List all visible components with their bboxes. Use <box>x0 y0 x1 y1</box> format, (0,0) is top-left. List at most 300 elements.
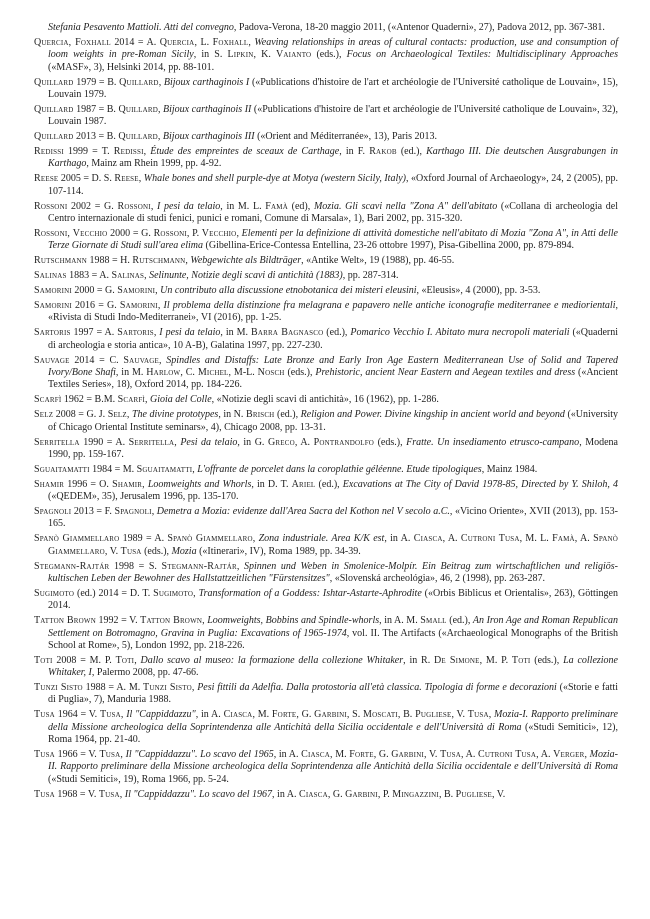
author-name: Garbini <box>391 748 424 760</box>
citation-text: , <box>158 76 164 88</box>
bib-entry-sguaitamatti <box>34 464 618 476</box>
title-text: Stefania Pesavento Mattioli. Atti del convegno <box>48 22 234 33</box>
citation-text: («Itinerari», IV), Roma 1989, pp. 34-39. <box>196 545 361 557</box>
bib-entry-quillard2013 <box>34 131 618 143</box>
title-text: Demetra a Mozia: evidenze dall'Area Sacra del Kothon nel V secolo a.C. <box>156 506 450 518</box>
author-name: Rutschmann <box>132 255 186 267</box>
author-name: Rossoni <box>34 200 68 212</box>
title-text: Webgewichte als Bildträger <box>190 255 302 267</box>
citation-text: , <box>192 463 198 475</box>
bib-entry-quercia <box>34 37 618 74</box>
author-name: Michel <box>197 367 229 379</box>
author-name: Famà <box>552 533 575 545</box>
citation-text: («Ancient Textiles Series», 18), Oxford 2014, pp. 184-226. <box>48 367 618 391</box>
title-text: Un contributo alla discussione etnobotanica dei misteri eleusini <box>160 285 417 297</box>
citation-text: , <box>236 227 242 239</box>
citation-text: 1990 = A. <box>79 436 129 448</box>
citation-text: , in S. <box>193 49 228 61</box>
author-name: Pugliese <box>415 709 452 721</box>
citation-text: , <box>174 436 181 448</box>
citation-text: , <box>236 560 244 572</box>
title-text: I pesi da telaio <box>157 200 221 212</box>
citation-text: («Collana di archeologia del Centro internazionale di studi fenici, punici e romani, Comune di Marsala», 1), Bari 2002, pp. 315-320. <box>48 200 618 224</box>
citation-text: , Modena 1990, pp. 159-167. <box>48 436 618 460</box>
citation-text: , <box>144 270 150 282</box>
citation-text: (eds.), <box>141 545 172 557</box>
title-text: Mozia <box>171 545 197 557</box>
citation-text: , C. <box>180 367 198 379</box>
citation-text: 1998 = S. <box>109 560 162 572</box>
bib-entry-tusa1966 <box>34 749 618 786</box>
title-text: The divine prototypes <box>131 409 219 421</box>
author-name: Tusa <box>34 788 55 800</box>
author-name: Scarfì <box>117 394 145 406</box>
author-name: De Simone <box>434 654 480 666</box>
citation-text: , in G. <box>237 436 268 448</box>
citation-text: , V. <box>423 748 441 760</box>
title-text: Spinnen und Weben in Smolenice-Molpír. Ein Beitrag zum wirtschaftlichen und religiös-kultischen Leben der Bewohner des Hallstattzeitlichen "Fürstensitzes" <box>48 560 619 584</box>
author-name: Quercia, Foxhall <box>34 36 111 48</box>
title-text: An Iron Age and Roman Republican Settlement on Botromagno, Gravina in Puglia: Excavations of 1965-1974 <box>48 615 618 639</box>
author-name: Small <box>420 615 447 627</box>
citation-text: , S. <box>346 709 364 721</box>
author-name: Rossoni <box>153 227 187 239</box>
citation-text: , <box>153 327 160 339</box>
citation-text: («Quaderni di archeologia e storia antica», 10 A-B), Galatina 1997, pp. 227-230. <box>48 327 619 351</box>
citation-text: («Orient and Méditerranée», 13), Paris 2013. <box>254 131 438 143</box>
citation-text: , B. <box>438 788 456 800</box>
author-name: Sartoris <box>117 327 154 339</box>
citation-text: , Palermo 2008, pp. 47-66. <box>91 667 199 679</box>
title-text: Transformation of a Goddess: Ishtar-Astarte-Aphrodite <box>198 587 422 599</box>
citation-text: , in N. <box>218 409 246 421</box>
bib-entry-quillard1987 <box>34 104 618 129</box>
citation-text: 2008 = G. J. <box>53 409 108 421</box>
title-text: I pesi da telaio <box>159 327 221 339</box>
citation-text: , in A. <box>273 748 302 760</box>
citation-text: 1988 = A. M. <box>82 682 144 694</box>
author-name: Selz <box>107 409 127 421</box>
citation-text: («QEDEM», 35), Jerusalem 1996, pp. 135-170. <box>48 491 239 503</box>
author-name: Sugimoto <box>153 587 194 599</box>
author-name: Ciasca <box>413 533 443 545</box>
title-text: Elementi per la definizione di attività domestiche nell'abitato di Mozia "Zona A", in Atti delle Terze Giornate di Studi sull'area elima <box>48 227 618 252</box>
title-text: Religion and Power. Divine kingship in ancient world and beyond <box>300 409 565 421</box>
title-text: Gioia del Colle <box>149 394 212 406</box>
bib-entry-serritella <box>34 437 618 462</box>
citation-text: , A. <box>442 533 461 545</box>
title-text: Il "Cappiddazzu". Lo scavo del 1967 <box>124 788 273 800</box>
bib-entry-scarfi <box>34 394 618 406</box>
bib-entry-tusa1964 <box>34 709 618 746</box>
author-name: Vecchio <box>201 227 237 239</box>
citation-text: , Mainz am Rhein 1999, pp. 4-92. <box>86 158 222 170</box>
citation-text: 2008 = M. P. <box>52 654 116 666</box>
title-text: Mozia-I. Rapporto preliminare della Missione archeologica della Soprintendenza alle Antichità della Sicilia occidentale e dell'Università di Roma <box>48 709 618 733</box>
citation-text: , <box>144 394 150 406</box>
author-name: Rossoni, Vecchio <box>34 227 108 239</box>
citation-text: , «Vicino Oriente», XVII (2013), pp. 153-165. <box>48 506 618 530</box>
author-name: Nosch <box>257 367 285 379</box>
citation-text: (eds.), <box>530 654 564 666</box>
bib-entry-spano <box>34 533 618 558</box>
title-text: Focus on Archaeological Textiles: Multidisciplinary Approaches <box>346 49 618 61</box>
bib-entry-sartoris <box>34 327 618 352</box>
citation-text: («Storie e fatti di Puglia», 7), Manduria 1988. <box>48 682 618 706</box>
citation-text: , in A. <box>195 709 224 721</box>
citation-text: 2000 = G. <box>71 285 118 297</box>
bib-entry-reese <box>34 173 618 198</box>
title-text: Fratte. Un insediamento etrusco-campano <box>406 436 580 448</box>
author-name: Redissi <box>113 146 144 158</box>
citation-text: , <box>150 200 157 212</box>
citation-text: 1984 = M. <box>89 463 137 475</box>
author-name: Sguaitamatti <box>34 463 90 475</box>
citation-text: , <box>584 748 590 760</box>
bib-entry-quillard1979 <box>34 77 618 102</box>
title-text: Étude des empreintes de sceaux de Carthage <box>150 146 340 158</box>
author-name: Tunzi Sisto <box>143 682 192 694</box>
author-name: Foxhall <box>212 36 249 48</box>
citation-text: («University of Chicago Oriental Institute seminars», 4), Chicago 2008, pp. 13-31. <box>48 409 619 433</box>
citation-text: (ed.), <box>274 409 301 421</box>
title-text: Il "Cappiddazzu". Lo scavo del 1965 <box>125 748 274 760</box>
title-text: Karthago III. Die deutschen Ausgrabungen in Karthago <box>48 146 619 170</box>
citation-text: , in F. <box>339 146 370 158</box>
citation-text: , A. <box>461 748 478 760</box>
author-name: Quillard <box>34 103 74 115</box>
author-name: Sugimoto <box>34 587 75 599</box>
author-name: Verger <box>553 748 585 760</box>
author-name: Tusa <box>99 748 121 760</box>
citation-text: (eds.), <box>284 367 316 379</box>
title-text: Pesi da telaio <box>180 436 238 448</box>
author-name: Spanò Giammellaro <box>48 533 619 557</box>
citation-text: , V. <box>451 709 468 721</box>
author-name: Quillard <box>118 131 158 143</box>
bib-entry-pesavento <box>34 22 618 34</box>
author-name: Quillard <box>119 76 159 88</box>
author-name: Tusa <box>98 788 120 800</box>
citation-text: («Publications d'histoire de l'art et archéologie de l'Université catholique de Louvain», 32), Louvain 1987. <box>48 103 619 128</box>
citation-text: , «Rivista di Studi Indo-Mediterranei», VI (2016), pp. 1-25. <box>48 300 618 324</box>
author-name: Samorini <box>119 300 158 312</box>
author-name: Spagnoli <box>114 506 152 518</box>
citation-text: , V. <box>491 788 506 800</box>
citation-text: , <box>252 533 259 545</box>
citation-text: 1996 = O. <box>64 478 113 490</box>
title-text: Mozia. Gli scavi nella "Zona A" dell'abitato <box>313 200 498 212</box>
citation-text: , B. <box>397 709 416 721</box>
citation-text: (ed.), <box>315 478 343 490</box>
title-text: Excavations at The City of David 1978-85, Directed by Y. Shiloh, 4 <box>342 478 619 490</box>
bib-entry-tatton <box>34 615 618 652</box>
title-text: Bijoux carthaginois II <box>163 103 252 115</box>
citation-text: 1966 = V. <box>54 748 100 760</box>
author-name: Ciasca <box>223 709 253 721</box>
bib-entry-rossoni2002 <box>34 201 618 226</box>
citation-text: , G. <box>296 709 315 721</box>
author-name: Tusa <box>467 709 489 721</box>
citation-text: , <box>138 173 144 185</box>
citation-text: , M. <box>252 709 272 721</box>
citation-text: , Mainz 1984. <box>481 463 538 475</box>
bib-entry-tusa1968 <box>34 789 618 801</box>
title-text: Spindles and Distaffs: Late Bronze and Early Iron Age Eastern Mediterranean Use of Solid and Tapered Ivory/Bone Shafi <box>48 354 619 379</box>
author-name: Cutroni Tusa <box>478 748 537 760</box>
citation-text: , P. <box>377 788 393 800</box>
citation-text: 1997 = A. <box>70 327 118 339</box>
author-name: Harlow <box>146 367 181 379</box>
title-text: Bijoux carthaginois III <box>162 131 255 143</box>
citation-text: (ed.), <box>446 615 473 627</box>
title-text: L'offrante de porcelet dans la coroplathie géléenne. Etude tipologiques <box>197 463 482 475</box>
citation-text: , vol. II. The Artifacts («Archaeological Monographs of the British School at Rome», 5), London 1992, pp. 218-226. <box>48 627 618 651</box>
citation-text: , <box>159 354 167 366</box>
author-name: Forte <box>349 748 374 760</box>
title-text: Il "Cappiddazzu" <box>126 709 196 721</box>
citation-text: (eds.), <box>311 49 347 61</box>
citation-text: 1964 = V. <box>54 709 100 721</box>
citation-text: , <box>143 146 151 158</box>
title-text: Prehistoric, ancient Near Eastern and Aegean textiles and dress <box>315 367 576 379</box>
bib-entry-selz <box>34 409 618 434</box>
citation-text: 2016 = G. <box>71 300 120 312</box>
citation-text: (ed.), <box>323 327 351 339</box>
author-name: Garbini <box>314 709 347 721</box>
author-name: Sauvage <box>123 354 160 366</box>
author-name: Tatton Brown <box>140 615 203 627</box>
author-name: Sauvage <box>34 354 70 366</box>
title-text: Dallo scavo al museo: la formazione della collezione Whitaker <box>140 654 404 666</box>
citation-text: , M. P. <box>479 654 512 666</box>
author-name: Ciasca <box>301 748 331 760</box>
citation-text: , in A. <box>384 533 414 545</box>
title-text: Selinunte, Notizie degli scavi di antichità (1883) <box>149 270 343 282</box>
author-name: Redissi <box>34 146 64 158</box>
citation-text: , pp. 287-314. <box>342 270 399 282</box>
citation-text: 1979 = B. <box>73 76 120 88</box>
citation-text: , «Antike Welt», 19 (1988), pp. 46-55. <box>301 255 455 267</box>
citation-text: , in A. <box>272 788 299 800</box>
author-name: Cutroni Tusa <box>460 533 520 545</box>
citation-text: , «Slovenská archeológia», 46, 2 (1998), pp. 263-287. <box>329 573 545 584</box>
author-name: Stegmann-Rajtár <box>34 560 110 572</box>
author-name: Quercia <box>159 36 195 48</box>
citation-text: , in M. <box>220 327 251 339</box>
bib-entry-toti <box>34 655 618 680</box>
author-name: Greco <box>267 436 295 448</box>
title-text: Whale bones and shell purple-dye at Motya (western Sicily, Italy) <box>143 173 407 185</box>
author-name: Serritella <box>128 436 175 448</box>
author-name: Rakob <box>369 146 397 158</box>
author-name: Tusa <box>99 709 121 721</box>
citation-text: , <box>119 788 125 800</box>
citation-text: , M. L. <box>519 533 553 545</box>
bib-entry-stegmann <box>34 561 618 586</box>
author-name: Quillard <box>34 76 74 88</box>
author-name: Pugliese <box>455 788 492 800</box>
author-name: Forte <box>271 709 297 721</box>
author-name: Serritella <box>34 436 80 448</box>
author-name: Toti <box>115 654 135 666</box>
bib-entry-samorini2000 <box>34 285 618 297</box>
citation-text: («Orbis Biblicus et Orientalis», 263), Göttingen 2014. <box>48 587 618 612</box>
author-name: Quillard <box>34 131 74 143</box>
title-text: Weaving relationships in areas of cultural contacts: production, use and consumption of loom weights in pre-Roman Sicily <box>48 36 619 61</box>
author-name: Moscati <box>363 709 398 721</box>
citation-text: , <box>157 300 164 312</box>
author-name: Salinas <box>111 270 145 282</box>
citation-text: , Padova-Verona, 18-20 maggio 2011, («Antenor Quaderni», 27), Padova 2012, pp. 367-381. <box>233 22 605 33</box>
author-name: Selz <box>34 409 54 421</box>
author-name: Spanò Giammellaro <box>167 533 253 545</box>
author-name: Stegmann-Rajtár <box>161 560 237 572</box>
citation-text: , <box>120 748 126 760</box>
citation-text: , <box>157 131 163 143</box>
bib-entry-sauvage <box>34 355 618 392</box>
citation-text: (ed.), <box>396 146 427 158</box>
citation-text: , M-L. <box>228 367 258 379</box>
citation-text: , in R. <box>403 654 435 666</box>
citation-text: (eds.), <box>374 436 407 448</box>
author-name: Samorini <box>117 285 156 297</box>
author-name: Spagnoli <box>34 506 72 518</box>
citation-text: , in A. M. <box>379 615 421 627</box>
citation-text: 2000 = G. <box>107 227 154 239</box>
author-name: Brisch <box>245 409 275 421</box>
citation-text: , in M. L. <box>220 200 266 212</box>
author-name: Rutschmann <box>34 255 88 267</box>
citation-text: , L. <box>194 36 213 48</box>
citation-text: («MASF», 3), Helsinki 2014, pp. 88-101. <box>48 61 215 73</box>
author-name: Tusa <box>34 748 55 760</box>
author-name: Ciasca <box>299 788 328 800</box>
citation-text: , A. <box>294 436 314 448</box>
citation-text: , <box>191 682 198 694</box>
citation-text: 2014 = C. <box>69 354 124 366</box>
title-text: Mozia-II. Rapporto preliminare della Missione archeologica della Soprintendenza alle Antichità della Sicilia occidentale e dell'Università di Roma <box>48 748 618 773</box>
title-text: Zona industriale. Area K/K est <box>258 533 385 545</box>
title-text: Loomweights, Bobbins and Spindle-whorls <box>207 615 380 627</box>
bib-entry-samorini2016 <box>34 300 618 325</box>
citation-text: , <box>126 409 132 421</box>
author-name: Salinas <box>34 270 67 282</box>
citation-text: 1989 = A. <box>119 533 168 545</box>
citation-text: , K. <box>253 49 276 61</box>
citation-text: , A. <box>574 533 594 545</box>
citation-text: (ed), <box>287 200 314 212</box>
citation-text: (ed.) 2014 = D. T. <box>74 587 154 599</box>
citation-text: , «Oxford Journal of Archaeology», 24, 2 (2005), pp. 107-114. <box>48 173 618 197</box>
author-name: Samorini <box>34 285 72 297</box>
citation-text: , in D. T. <box>251 478 292 490</box>
author-name: Toti <box>34 654 53 666</box>
citation-text: («Publications d'histoire de l'art et archéologie de l'Université catholique de Louvain», 15), Louvain 1979. <box>48 76 619 100</box>
author-name: Spanò Giammellaro <box>34 533 120 545</box>
title-text: Bijoux carthaginois I <box>163 76 250 88</box>
author-name: Famà <box>265 200 288 212</box>
author-name: Tusa <box>34 709 55 721</box>
author-name: Tusa <box>120 545 142 557</box>
citation-text: , G. <box>327 788 346 800</box>
title-text: La collezione Whitaker, I <box>48 654 618 679</box>
bib-entry-shamir <box>34 479 618 504</box>
author-name: Rossoni <box>117 200 151 212</box>
title-text: Pomarico Vecchio I. Abitato mura necropoli materiali <box>350 327 570 339</box>
bib-entry-tunzi <box>34 682 618 707</box>
author-name: Pontrandolfo <box>313 436 375 448</box>
author-name: Tunzi Sisto <box>34 682 83 694</box>
author-name: Sguaitamatti <box>136 463 193 475</box>
citation-text: , <box>155 285 161 297</box>
citation-text: , <box>134 654 141 666</box>
citation-text: , <box>193 587 199 599</box>
author-name: Quillard <box>118 103 158 115</box>
citation-text: («Studi Semitici», 12), Roma 1964, pp. 21-40. <box>48 721 618 745</box>
citation-text: , A. <box>536 748 554 760</box>
author-name: Shamir <box>34 478 65 490</box>
citation-text: , <box>157 103 164 115</box>
citation-text: 2014 = A. <box>110 36 160 48</box>
citation-text: , V. <box>104 545 121 557</box>
citation-text: , G. <box>373 748 392 760</box>
citation-text: 1992 = V. <box>95 615 141 627</box>
author-name: Tatton Brown <box>34 615 96 627</box>
author-name: Barra Bagnasco <box>250 327 324 339</box>
citation-text: 1962 = B.M. <box>61 394 118 406</box>
citation-text: 2002 = G. <box>67 200 118 212</box>
citation-text: , <box>248 36 255 48</box>
citation-text: 1987 = B. <box>73 103 119 115</box>
author-name: Reese <box>114 173 139 185</box>
citation-text: , <box>202 615 208 627</box>
citation-text: 1968 = V. <box>54 788 99 800</box>
citation-text: , <box>488 709 494 721</box>
author-name: Shamir <box>112 478 143 490</box>
author-name: Garbini <box>345 788 378 800</box>
citation-text: , M. <box>330 748 350 760</box>
citation-text: , P. <box>186 227 202 239</box>
citation-text: 1999 = T. <box>63 146 114 158</box>
citation-text: («Studi Semitici», 19), Roma 1966, pp. 5-24. <box>48 773 229 785</box>
bib-entry-sugimoto <box>34 588 618 613</box>
citation-text: , <box>120 709 127 721</box>
bibliography-page <box>34 22 618 804</box>
bib-entry-redissi <box>34 146 618 171</box>
author-name: Samorini <box>34 300 72 312</box>
bib-entry-rutschmann <box>34 255 618 267</box>
citation-text: 2013 = F. <box>71 506 115 518</box>
citation-text: 1988 = H. <box>87 255 133 267</box>
author-name: Ariel <box>291 478 316 490</box>
author-name: Vaianto <box>275 49 312 61</box>
bib-entry-spagnoli <box>34 506 618 531</box>
author-name: Scarfì <box>34 394 62 406</box>
citation-text: 1883 = A. <box>66 270 112 282</box>
author-name: Toti <box>511 654 531 666</box>
author-name: Lipkin <box>227 49 254 61</box>
citation-text: , «Eleusis», 4 (2000), pp. 3-53. <box>416 285 541 297</box>
title-text: Pesi fittili da Adelfia. Dalla protostoria all'età classica. Tipologia di forme e decorazioni <box>197 682 557 694</box>
citation-text: , in M. <box>115 367 147 379</box>
author-name: Tusa <box>440 748 461 760</box>
citation-text: , <box>142 478 148 490</box>
author-name: Reese <box>34 173 59 185</box>
bib-entry-salinas <box>34 270 618 282</box>
author-name: Mingazzini <box>392 788 439 800</box>
title-text: Il problema della distinzione fra melagrana e papavero nelle antiche iconografie mediterranee e mediorientali <box>163 300 616 312</box>
